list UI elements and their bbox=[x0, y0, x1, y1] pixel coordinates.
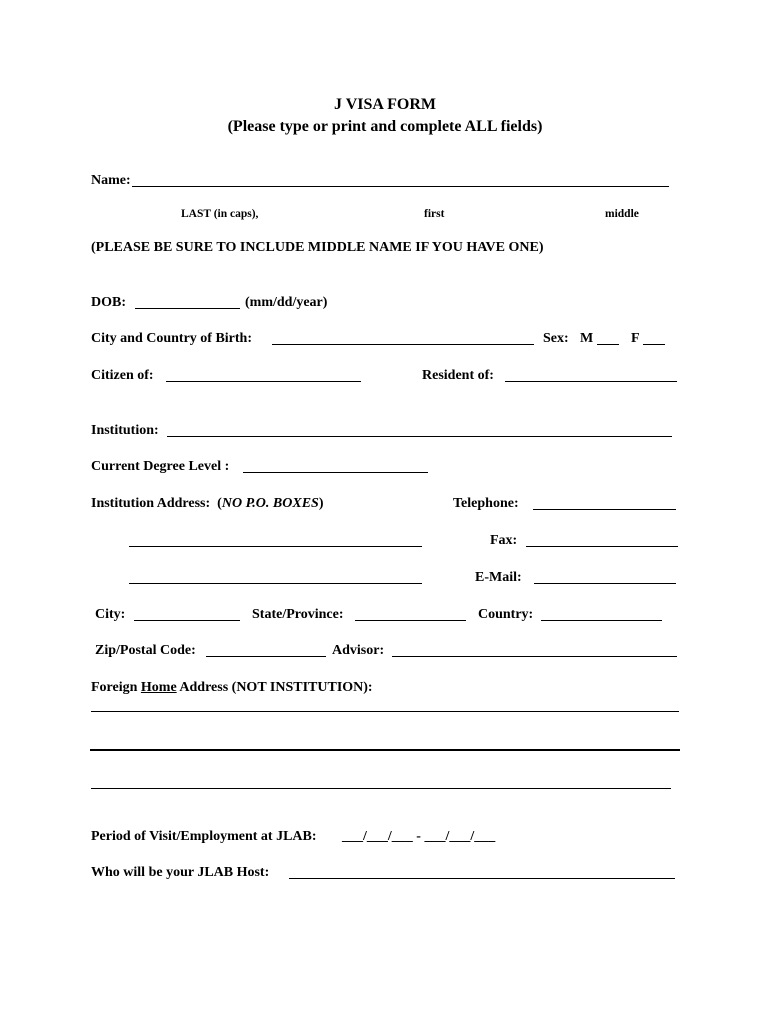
degree-label: Current Degree Level : bbox=[91, 459, 230, 474]
institution-address-line-2[interactable] bbox=[129, 569, 422, 584]
citizen-field[interactable] bbox=[166, 367, 361, 382]
sex-label: Sex: bbox=[543, 331, 569, 346]
dob-format: (mm/dd/year) bbox=[245, 295, 328, 310]
sex-m-field[interactable] bbox=[597, 330, 619, 345]
name-part-last: LAST (in caps), bbox=[181, 208, 259, 220]
foreign-address-line-3[interactable] bbox=[91, 774, 671, 789]
degree-field[interactable] bbox=[243, 458, 428, 473]
advisor-label: Advisor: bbox=[332, 643, 385, 658]
form-subtitle: (Please type or print and complete ALL fields) bbox=[227, 118, 543, 135]
sex-f-field[interactable] bbox=[643, 330, 665, 345]
sex-m-label: M bbox=[580, 331, 594, 346]
institution-address-label-text: Institution Address: bbox=[91, 496, 211, 511]
host-field[interactable] bbox=[289, 864, 675, 879]
foreign-address-line-2[interactable] bbox=[90, 735, 680, 751]
foreign-address-line-1[interactable] bbox=[91, 697, 679, 712]
fax-field[interactable] bbox=[526, 532, 678, 547]
zip-label: Zip/Postal Code: bbox=[95, 643, 196, 658]
zip-field[interactable] bbox=[206, 642, 326, 657]
dob-label: DOB: bbox=[91, 295, 126, 310]
country-label: Country: bbox=[478, 607, 534, 622]
host-label: Who will be your JLAB Host: bbox=[91, 865, 270, 880]
city-label: City: bbox=[95, 607, 126, 622]
foreign-address-label-home: Home bbox=[140, 680, 177, 695]
sex-f-label: F bbox=[631, 331, 640, 346]
resident-field[interactable] bbox=[505, 367, 677, 382]
institution-field[interactable] bbox=[167, 422, 672, 437]
state-label: State/Province: bbox=[252, 607, 344, 622]
period-label: Period of Visit/Employment at JLAB: bbox=[91, 829, 317, 844]
name-field[interactable] bbox=[132, 172, 669, 187]
birth-place-label: City and Country of Birth: bbox=[91, 331, 253, 346]
dob-field[interactable] bbox=[135, 294, 240, 309]
advisor-field[interactable] bbox=[392, 642, 677, 657]
no-po-boxes-note: NO P.O. BOXES bbox=[221, 496, 319, 511]
telephone-label: Telephone: bbox=[453, 496, 519, 511]
middle-name-note: (PLEASE BE SURE TO INCLUDE MIDDLE NAME IF YOU HAVE ONE) bbox=[91, 240, 544, 255]
fax-label: Fax: bbox=[490, 533, 518, 548]
institution-address-label: Institution Address: (NO P.O. BOXES) bbox=[91, 496, 324, 511]
email-label: E-Mail: bbox=[475, 570, 522, 585]
city-field[interactable] bbox=[134, 606, 240, 621]
telephone-field[interactable] bbox=[533, 495, 676, 510]
foreign-address-label-pre: Foreign bbox=[91, 680, 138, 695]
name-part-middle: middle bbox=[605, 208, 639, 220]
foreign-address-label-post: Address (NOT INSTITUTION): bbox=[179, 680, 373, 695]
state-field[interactable] bbox=[355, 606, 466, 621]
period-date-fields[interactable]: ___/___/___ - ___/___/___ bbox=[342, 829, 496, 844]
citizen-label: Citizen of: bbox=[91, 368, 154, 383]
country-field[interactable] bbox=[541, 606, 662, 621]
birth-place-field[interactable] bbox=[272, 330, 534, 345]
name-label: Name: bbox=[91, 173, 131, 188]
name-part-first: first bbox=[424, 208, 445, 220]
foreign-address-label bbox=[91, 681, 373, 695]
email-field[interactable] bbox=[534, 569, 676, 584]
resident-label: Resident of: bbox=[422, 368, 494, 383]
institution-address-line-1[interactable] bbox=[129, 532, 422, 547]
form-title: J VISA FORM bbox=[334, 96, 436, 113]
institution-label: Institution: bbox=[91, 423, 159, 438]
